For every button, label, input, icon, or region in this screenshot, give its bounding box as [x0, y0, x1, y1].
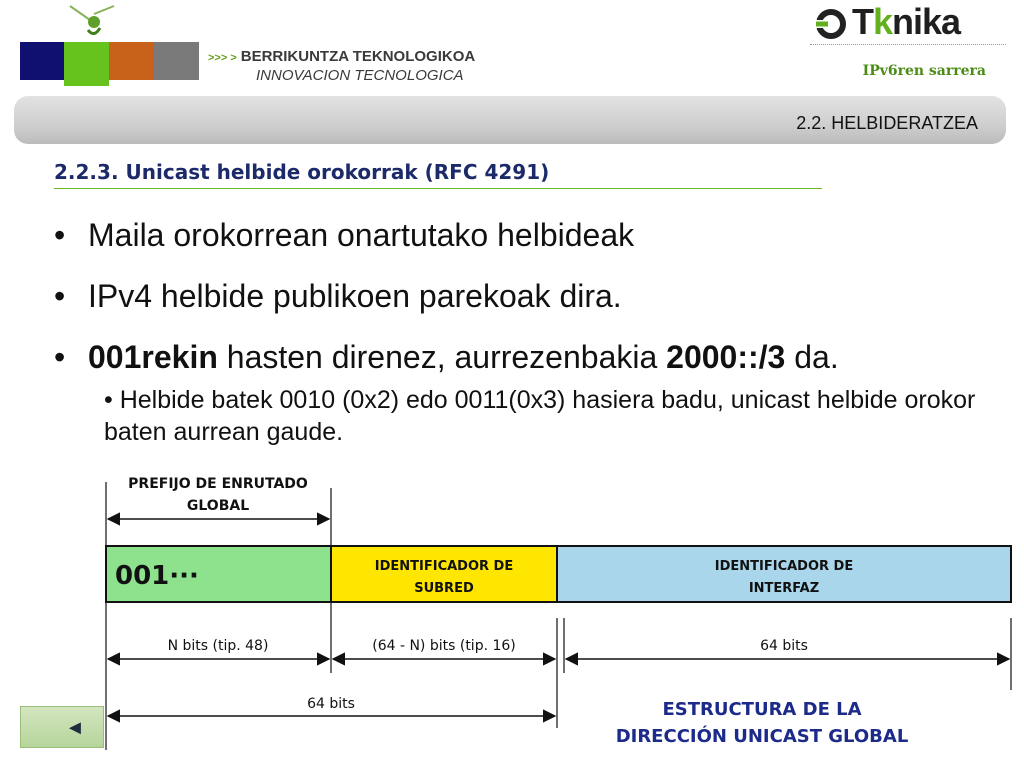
bullet-text: IPv4 helbide publikoen parekoak dira. — [88, 278, 622, 314]
brand-name-suffix: nika — [892, 1, 961, 42]
header-square-green — [64, 42, 109, 86]
prefix-value: 001··· — [115, 561, 199, 591]
network-length-label: 64 bits — [307, 696, 355, 712]
top-label-line1: PREFIJO DE ENRUTADO — [128, 476, 308, 492]
bullet-bold-prefix: 001rekin — [88, 339, 218, 375]
header-square-gray — [154, 42, 199, 80]
bullet-text: hasten direnez, aurrezenbakia — [217, 339, 667, 375]
sub-bullet: • Helbide batek 0010 (0x2) edo 0011(0x3) hasiera badu, unicast helbide orokor baten aurrean gaude. — [104, 386, 976, 446]
header-square-navy — [20, 42, 65, 80]
bullet-dot: • — [54, 278, 66, 314]
subnet-label-line1: IDENTIFICADOR DE — [374, 559, 514, 574]
brand-name-accent: k — [873, 1, 893, 42]
logo-figure-icon — [66, 2, 126, 46]
brand-name-prefix: T — [852, 1, 873, 42]
bullet-text: Maila orokorrean onartutako helbideak — [88, 217, 635, 253]
interface-label-line1: IDENTIFICADOR DE — [714, 559, 854, 574]
bullet-text-end: da. — [785, 339, 839, 375]
tagline-arrows: >>> > — [208, 52, 237, 64]
bullet-item — [54, 205, 839, 266]
caption-line2: DIRECCIÓN UNICAST GLOBAL — [615, 726, 909, 747]
back-arrow-icon: ◄ — [65, 717, 85, 739]
bullet-dot: • — [54, 217, 66, 253]
diagram-caption — [612, 696, 912, 750]
title-underline — [54, 188, 822, 189]
subnet-label-line2: SUBRED — [414, 581, 474, 596]
prefix-length-label: N bits (tip. 48) — [167, 638, 269, 654]
back-button[interactable] — [20, 706, 104, 748]
brand-logo — [812, 3, 1002, 43]
interface-label-line2: INTERFAZ — [748, 581, 820, 596]
top-label-line2: GLOBAL — [186, 498, 250, 514]
course-title: IPv6ren sarrera — [862, 63, 986, 79]
caption-line1: ESTRUCTURA DE LA — [662, 699, 862, 720]
brand-divider — [810, 44, 1006, 45]
tagline — [208, 48, 475, 84]
interface-length-label: 64 bits — [760, 638, 808, 654]
bullet-list — [54, 205, 839, 388]
tagline-line2: INNOVACION TECNOLOGICA — [256, 67, 464, 84]
brand-swirl-icon — [814, 9, 848, 39]
header-square-orange — [109, 42, 154, 80]
bullet-bold-prefix-value: 2000::/3 — [666, 339, 786, 375]
bullet-item — [54, 266, 839, 327]
tagline-line1: BERRIKUNTZA TEKNOLOGIKOA — [240, 48, 476, 65]
section-label: 2.2. HELBIDERATZEA — [796, 113, 978, 133]
bullet-dot: • — [54, 339, 66, 375]
slide-title: 2.2.3. Unicast helbide orokorrak (RFC 4291) — [54, 160, 550, 184]
subnet-length-label: (64 - N) bits (tip. 16) — [372, 638, 516, 654]
bullet-item — [54, 327, 839, 388]
